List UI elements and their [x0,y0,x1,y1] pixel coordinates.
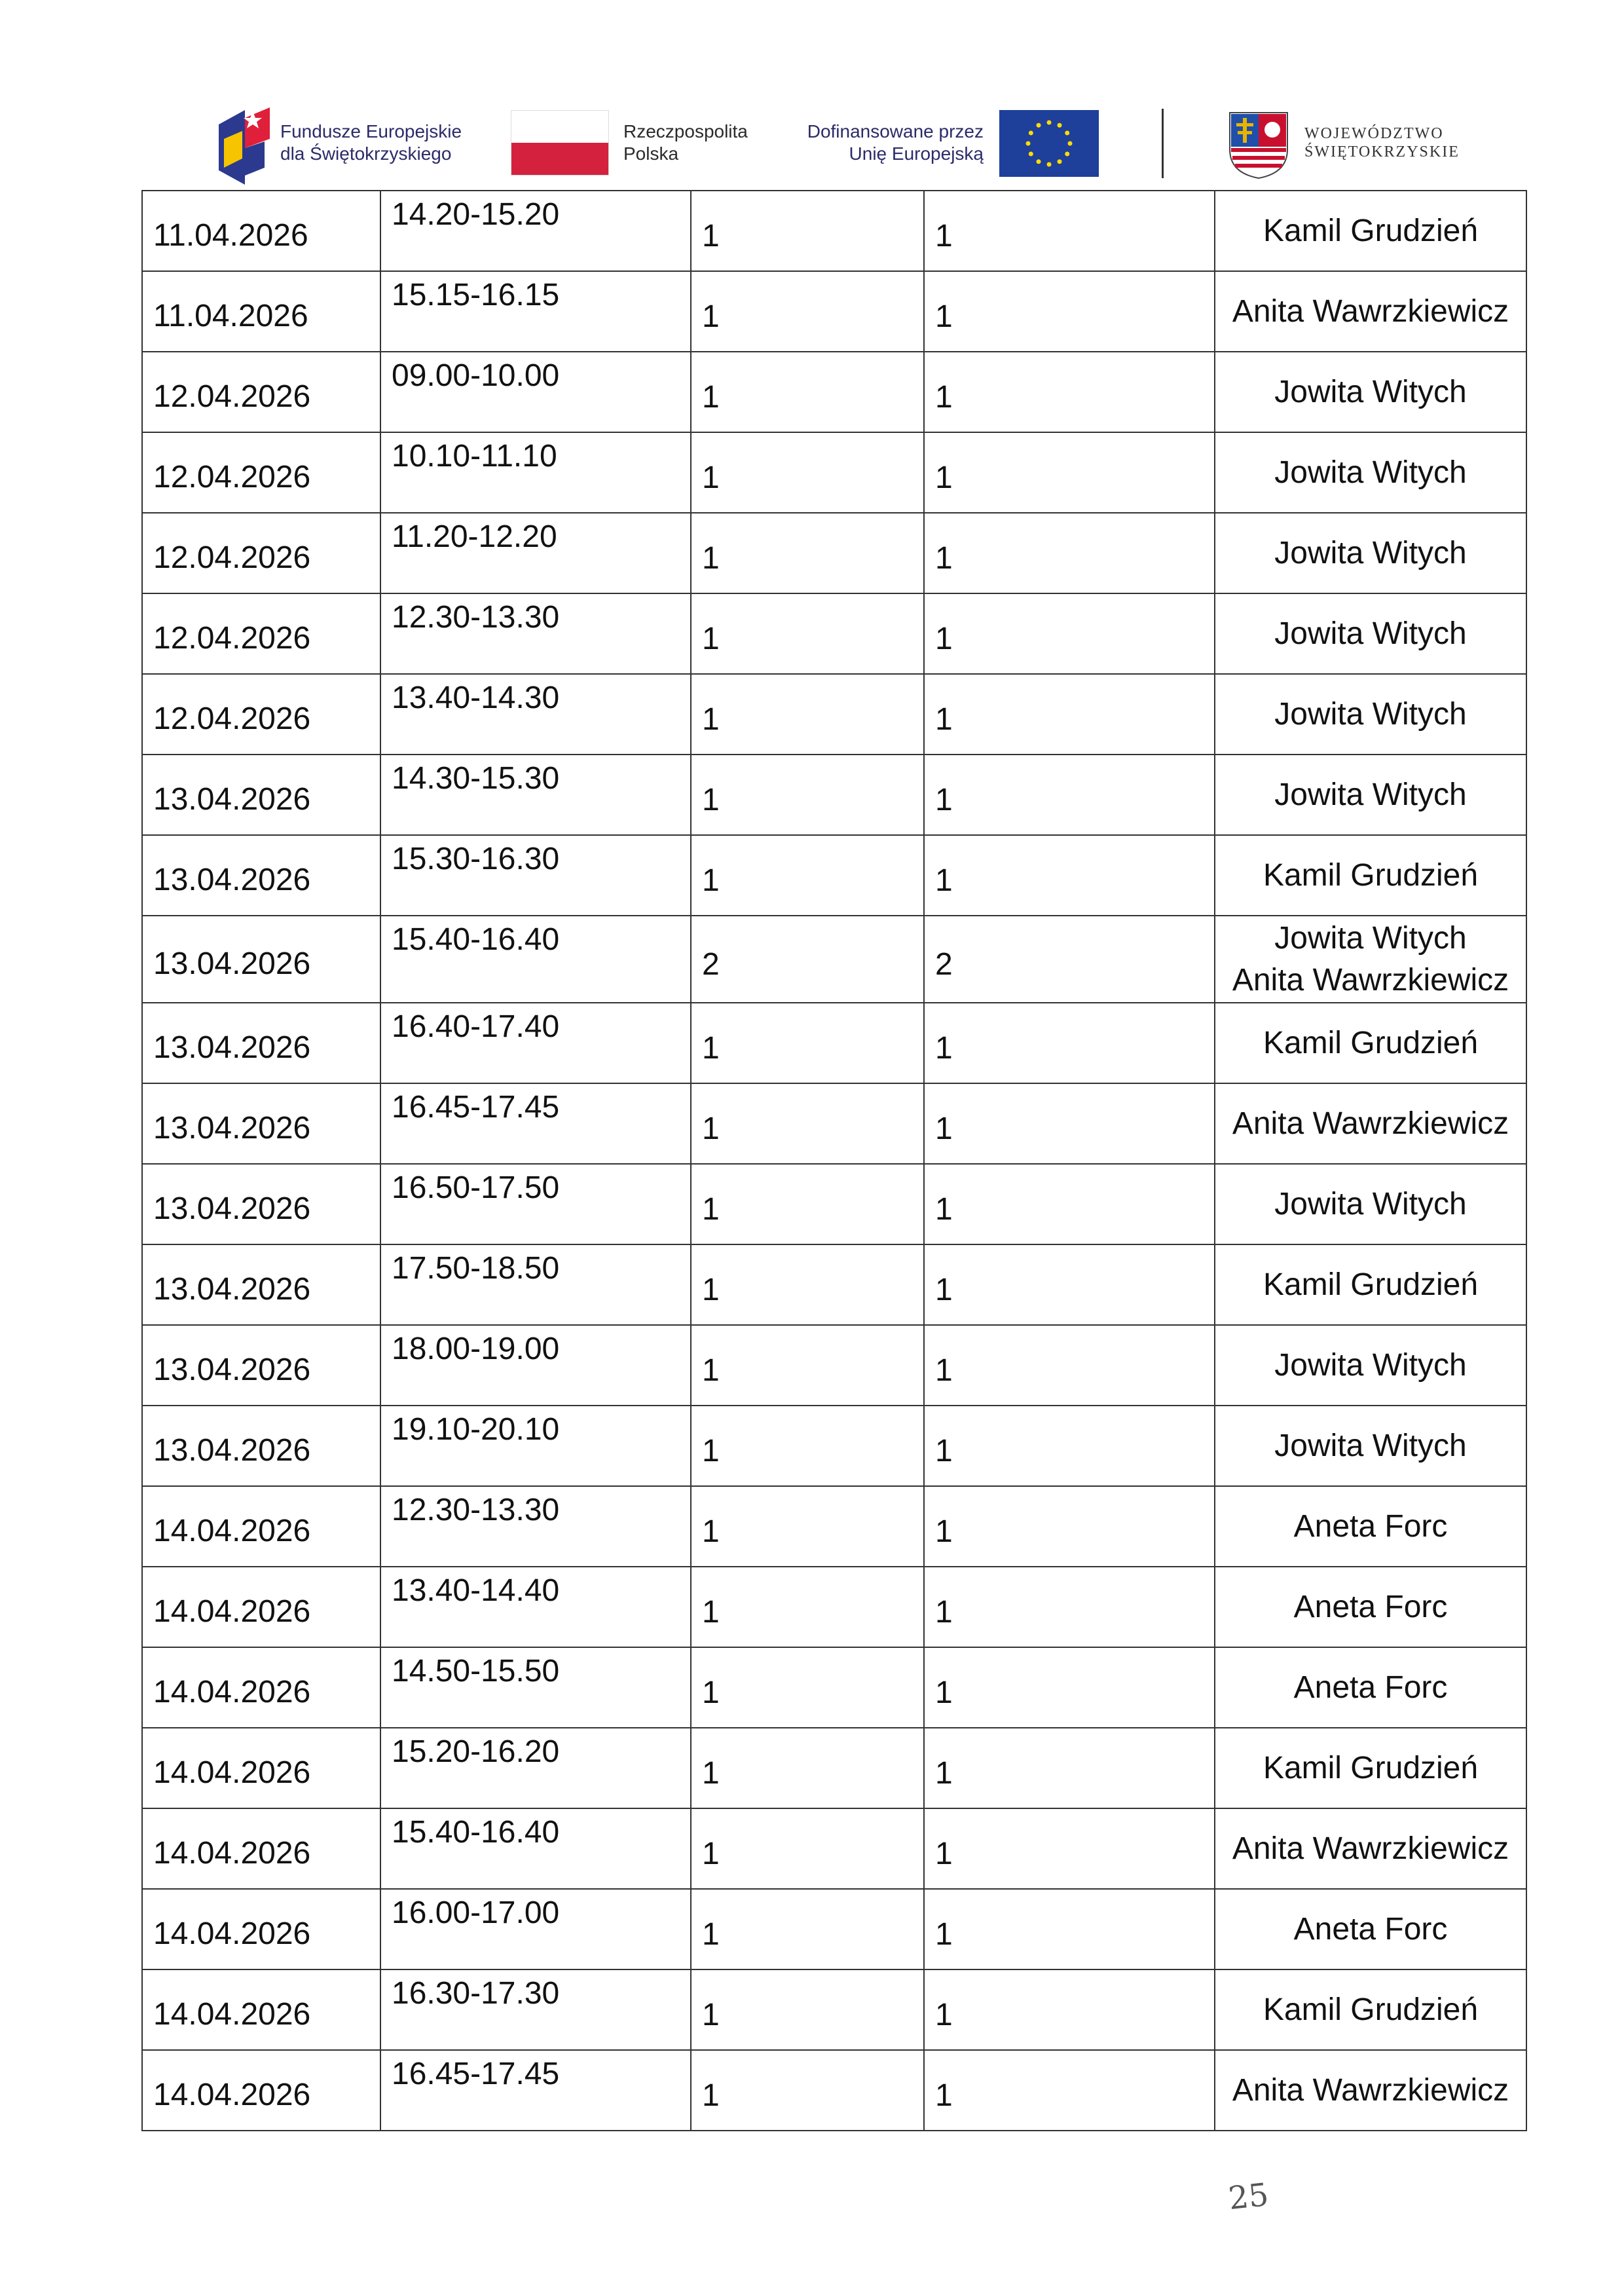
count-b-cell: 1 [924,352,1215,432]
table-row [142,1969,1526,2050]
fundusze-europejskie-icon [219,105,270,185]
instructor-cell [1215,1969,1526,2050]
table-row [142,1647,1526,1728]
date-cell: 13.04.2026 [142,1406,380,1486]
rzeczpospolita-polska-label: Rzeczpospolita Polska [623,121,748,164]
instructor-cell [1215,191,1526,271]
time-cell: 14.50-15.50 [380,1647,691,1728]
date-cell: 14.04.2026 [142,1647,380,1728]
count-a-cell: 1 [691,1728,924,1808]
table-row [142,835,1526,916]
count-a-cell: 1 [691,352,924,432]
table-row [142,432,1526,513]
count-a-cell: 1 [691,755,924,835]
count-b-cell: 1 [924,1244,1215,1325]
date-cell: 12.04.2026 [142,513,380,593]
date-cell: 14.04.2026 [142,1969,380,2050]
count-b-cell: 1 [924,1486,1215,1567]
date-cell: 14.04.2026 [142,1728,380,1808]
table-row [142,352,1526,432]
date-cell: 14.04.2026 [142,1486,380,1567]
count-b-cell: 1 [924,674,1215,755]
count-b-cell: 1 [924,593,1215,674]
table-row [142,1567,1526,1647]
date-cell: 14.04.2026 [142,1808,380,1889]
instructor-name: Kamil Grudzień [1263,1750,1479,1785]
time-cell: 15.30-16.30 [380,835,691,916]
instructor-name: Jowita Witych [1274,696,1467,732]
table-row [142,1889,1526,1969]
count-a-cell: 1 [691,2050,924,2131]
schedule-body [142,191,1526,2131]
table-row [142,1325,1526,1406]
instructor-cell [1215,1244,1526,1325]
table-row [142,1486,1526,1567]
time-cell: 13.40-14.30 [380,674,691,755]
time-cell: 14.20-15.20 [380,191,691,271]
eu-cofinancing-label: Dofinansowane przez Unię Europejską [807,121,984,164]
table-row [142,2050,1526,2131]
instructor-name: Kamil Grudzień [1263,213,1479,248]
time-cell: 16.45-17.45 [380,2050,691,2131]
count-b-cell: 1 [924,1003,1215,1083]
instructor-name: Jowita Witych [1274,535,1467,570]
count-a-cell: 1 [691,1406,924,1486]
time-cell: 12.30-13.30 [380,1486,691,1567]
instructor-cell [1215,1083,1526,1164]
swietokrzyskie-coat-of-arms-icon [1227,110,1290,179]
instructor-cell [1215,1164,1526,1244]
count-b-cell: 1 [924,1889,1215,1969]
time-cell: 18.00-19.00 [380,1325,691,1406]
count-b-cell: 1 [924,2050,1215,2131]
instructor-name: Jowita Witych [1274,455,1467,490]
count-a-cell: 1 [691,1889,924,1969]
count-a-cell: 1 [691,1808,924,1889]
instructor-name: Anita Wawrzkiewicz [1232,962,1509,998]
table-row [142,593,1526,674]
table-row [142,1003,1526,1083]
date-cell: 14.04.2026 [142,1567,380,1647]
instructor-cell [1215,1003,1526,1083]
count-a-cell: 1 [691,1083,924,1164]
count-b-cell: 1 [924,1728,1215,1808]
instructor-name: Anita Wawrzkiewicz [1232,2072,1509,2108]
table-row [142,674,1526,755]
count-b-cell: 1 [924,1325,1215,1406]
count-a-cell: 1 [691,835,924,916]
instructor-cell [1215,1486,1526,1567]
time-cell: 16.50-17.50 [380,1164,691,1244]
count-a-cell: 1 [691,1164,924,1244]
time-cell: 12.30-13.30 [380,593,691,674]
instructor-cell [1215,1808,1526,1889]
instructor-name: Anita Wawrzkiewicz [1232,1831,1509,1866]
count-b-cell: 1 [924,1808,1215,1889]
instructor-cell [1215,513,1526,593]
count-b-cell: 1 [924,1647,1215,1728]
date-cell: 13.04.2026 [142,755,380,835]
time-cell: 15.40-16.40 [380,1808,691,1889]
table-row [142,1728,1526,1808]
count-a-cell: 1 [691,1969,924,2050]
count-a-cell: 1 [691,513,924,593]
date-cell: 11.04.2026 [142,191,380,271]
polish-flag-icon [511,110,609,176]
count-b-cell: 1 [924,1567,1215,1647]
count-b-cell: 1 [924,1406,1215,1486]
count-a-cell: 1 [691,271,924,352]
instructor-name: Anita Wawrzkiewicz [1232,293,1509,329]
count-b-cell: 1 [924,755,1215,835]
instructor-cell [1215,835,1526,916]
table-row [142,1406,1526,1486]
count-b-cell: 2 [924,916,1215,1003]
instructor-cell [1215,674,1526,755]
instructor-name: Aneta Forc [1293,1670,1448,1705]
instructor-cell [1215,593,1526,674]
date-cell: 13.04.2026 [142,1083,380,1164]
instructor-name: Jowita Witych [1274,374,1467,409]
date-cell: 13.04.2026 [142,916,380,1003]
time-cell: 15.15-16.15 [380,271,691,352]
table-row [142,755,1526,835]
count-a-cell: 1 [691,1244,924,1325]
wojewodztwo-label: WOJEWÓDZTWO ŚWIĘTOKRZYSKIE [1304,125,1460,160]
instructor-name: Kamil Grudzień [1263,857,1479,893]
instructor-name: Aneta Forc [1293,1589,1448,1624]
instructor-cell [1215,432,1526,513]
count-b-cell: 1 [924,191,1215,271]
handwritten-page-number: 25 [1227,2176,1270,2218]
instructor-cell [1215,1728,1526,1808]
date-cell: 14.04.2026 [142,1889,380,1969]
instructor-cell [1215,755,1526,835]
instructor-name: Jowita Witych [1274,777,1467,812]
time-cell: 17.50-18.50 [380,1244,691,1325]
count-a-cell: 1 [691,1647,924,1728]
instructor-cell [1215,1567,1526,1647]
table-row [142,1808,1526,1889]
date-cell: 12.04.2026 [142,432,380,513]
time-cell: 10.10-11.10 [380,432,691,513]
instructor-name: Kamil Grudzień [1263,1992,1479,2027]
time-cell: 13.40-14.40 [380,1567,691,1647]
date-cell: 11.04.2026 [142,271,380,352]
logo-bar [0,0,1624,190]
instructor-name: Jowita Witych [1274,920,1467,956]
instructor-cell [1215,1406,1526,1486]
time-cell: 14.30-15.30 [380,755,691,835]
date-cell: 13.04.2026 [142,1003,380,1083]
instructor-name: Jowita Witych [1274,1186,1467,1222]
time-cell: 16.45-17.45 [380,1083,691,1164]
date-cell: 13.04.2026 [142,1325,380,1406]
date-cell: 13.04.2026 [142,835,380,916]
count-a-cell: 1 [691,432,924,513]
count-a-cell: 1 [691,1567,924,1647]
table-row [142,916,1526,1003]
instructor-cell [1215,916,1526,1003]
time-cell: 15.20-16.20 [380,1728,691,1808]
table-row [142,271,1526,352]
instructor-name: Kamil Grudzień [1263,1267,1479,1302]
table-row [142,1244,1526,1325]
count-a-cell: 1 [691,191,924,271]
instructor-cell [1215,271,1526,352]
time-cell: 16.40-17.40 [380,1003,691,1083]
time-cell: 16.00-17.00 [380,1889,691,1969]
time-cell: 09.00-10.00 [380,352,691,432]
count-a-cell: 1 [691,1325,924,1406]
count-b-cell: 1 [924,835,1215,916]
count-a-cell: 1 [691,1003,924,1083]
instructor-name: Jowita Witych [1274,1428,1467,1463]
fundusze-europejskie-label: Fundusze Europejskie dla Świętokrzyskiego [280,121,462,164]
instructor-cell [1215,1647,1526,1728]
instructor-name: Kamil Grudzień [1263,1025,1479,1060]
instructor-name: Jowita Witych [1274,616,1467,651]
table-row [142,1164,1526,1244]
count-a-cell: 1 [691,593,924,674]
eu-flag-icon [999,110,1099,177]
instructor-name: Aneta Forc [1293,1508,1448,1544]
instructor-cell [1215,2050,1526,2131]
date-cell: 12.04.2026 [142,674,380,755]
table-row [142,191,1526,271]
instructor-cell [1215,1325,1526,1406]
instructor-cell [1215,352,1526,432]
time-cell: 11.20-12.20 [380,513,691,593]
table-row [142,513,1526,593]
count-b-cell: 1 [924,1969,1215,2050]
instructor-name: Aneta Forc [1293,1911,1448,1947]
date-cell: 14.04.2026 [142,2050,380,2131]
count-b-cell: 1 [924,1083,1215,1164]
count-a-cell: 2 [691,916,924,1003]
count-b-cell: 1 [924,432,1215,513]
count-a-cell: 1 [691,1486,924,1567]
instructor-cell [1215,1889,1526,1969]
date-cell: 12.04.2026 [142,593,380,674]
header-separator [1162,109,1164,178]
count-b-cell: 1 [924,271,1215,352]
instructor-name: Jowita Witych [1274,1347,1467,1383]
count-b-cell: 1 [924,1164,1215,1244]
schedule-table [141,190,1527,2131]
table-row [142,1083,1526,1164]
count-a-cell: 1 [691,674,924,755]
date-cell: 13.04.2026 [142,1244,380,1325]
time-cell: 16.30-17.30 [380,1969,691,2050]
time-cell: 19.10-20.10 [380,1406,691,1486]
date-cell: 12.04.2026 [142,352,380,432]
time-cell: 15.40-16.40 [380,916,691,1003]
instructor-name: Anita Wawrzkiewicz [1232,1106,1509,1141]
count-b-cell: 1 [924,513,1215,593]
date-cell: 13.04.2026 [142,1164,380,1244]
